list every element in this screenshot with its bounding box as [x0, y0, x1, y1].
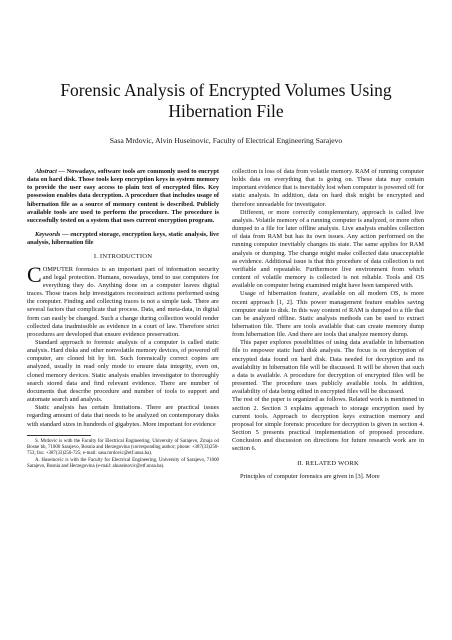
abstract-label: Abstract — [35, 168, 57, 175]
section-heading-related-work: II. RELATED WORK — [297, 460, 359, 468]
keywords-text: encrypted storage, encryption keys, static analysis, live analysis, hibernation file — [27, 231, 219, 247]
abstract-text: Nowadays, software tools are commonly used to encrypt data on hard disk. Those tools keep encryption keys in system memory to provide the user easy access to plain text of encrypted files. Key possession enables data decryption. A procedure that includes usage of hibernation file as a source of memory content is described. Publicly available tools are used to perform the procedure. The procedure is successfully tested on a system that uses current encryption program. — [27, 168, 219, 224]
body-paragraph-2: Different, or more correctly complementary, approach is called live analysis. Volatile memory of a running computer is analyzed, or more often dumped to a file for later offline analysis. Live analysis enables collection of data from RAM but has its own issues. Any action performed on the running computer inevitably changes its state. The same applies for RAM analysis or dumping. The change might make collected data unacceptable as evidence. Additional issue is that this procedure of data collection is not verifiable and repeatable. Furthermore live environment from which content of volatile memory is collected is not reliable. Tools and OS available on computer being examined might have been tampered with. — [232, 208, 424, 290]
body-paragraph-1: collection is loss of data from volatile memory. RAM of running computer holds data on everything that is going on. These data may contain important evidence that is inevitably lost when computer is powered off for static analysis. In addition, data on hard disk might be encrypted and therefore unreadable for investigator. — [232, 168, 424, 208]
intro-paragraph-1: COMPUTER forensics is an important part of information security and legal protection. Humans, nowadays, tend to use computers for everything they do. Anything done on a computer leaves digital traces. Those traces help investigators reconstruct actions performed using the computer. Finding and collecting traces is not a simple task. There are several factors that complicate that process. Data, and meta-data, in digital form can easily be changed. Such a change during collection would render collected data inadmissible as evidence in a court of law. Therefore strict procedures are developed that ensure evidence preservation. — [27, 261, 219, 338]
right-column — [232, 168, 424, 481]
section-heading-introduction: I. INTRODUCTION — [93, 253, 153, 261]
footnote-author-2: A. Huseinovic is with the Faculty for Electrical Engineering, University of Sarajevo, 71000 Sarajevo, Bosnia and Herzegovina (e-mail: ahuseinovic@etf.unsa.ba). — [27, 457, 219, 470]
keywords-label: Keywords — [35, 231, 61, 239]
paper-title: Forensic Analysis of Encrypted Volumes Using Hibernation File — [60, 80, 392, 121]
body-paragraph-4: This paper explores possibilities of using data available in hibernation file to empower static hard disk analysis. The focus is on decryption of encrypted data found on hard disk. Data needed for decryption and its availability in hibernation file will be discussed. It will be shown that such a data is available. A procedure for decryption of encrypted files will be presented. The procedure uses publicly available tools. In addition, availability of data being edited in encrypted files will be discussed. — [232, 339, 424, 396]
abstract: Abstract — Nowadays, software tools are commonly used to encrypt data on hard disk. Those tools keep encryption keys in system memory to provide the user easy access to plain text of encrypted files. Key possession enables data decryption. A procedure that includes usage of hibernation file as a source of memory content is described. Publicly available tools are used to perform the procedure. The procedure is successfully tested on a system that uses current encryption program. — [27, 168, 219, 224]
body-paragraph-3: Usage of hibernation feature, available on all modern OS, is more recent approach [1, 2]. This power management feature enables saving computer state to disk. In this way content of RAM is dumped to a file that can be analyzed offline. Static analysis methods can be used to extract hibernation file. There are tools available that can create memory dump from hibernation file. And there are tools that analyze memory dump. — [232, 290, 424, 339]
left-column — [27, 168, 219, 471]
intro-paragraph-3: Static analysis has certain limitations. There are practical issues regarding amount of data that needs to be analyzed on contemporary disks with standard sizes in hundreds of gigabytes. More important for evidence — [27, 404, 219, 428]
body-paragraph-5: The rest of the paper is organized as follows. Related work is mentioned in section 2. Section 3 explains approach to storage encryption used by current tools. Approach to decryption keys extraction memory and proposal for simple forensic procedure for decryption is given in section 4. Section 5 presents practical implementation of proposed procedure. Conclusion and discussion on directions for future research work are in section 6. — [232, 396, 424, 453]
footnote-divider — [27, 435, 91, 436]
author-line: Sasa Mrdovic, Alvin Huseinovic, Faculty of Electrical Engineering Sarajevo — [109, 136, 343, 145]
footnotes — [27, 439, 219, 470]
related-work-first-line: Principles of computer forensics are given in [3]. More — [240, 472, 380, 480]
footnote-author-1: S. Mrdovic is with the Faculty for Electrical Engineering, University of Sarajevo, Zmaja od Bosne bb, 71000 Sarajevo, Bosnia and Herzegovina (corresponding author; phone: +387(33)250-753; fax: +387(33)250-725; e-mail: sasa.mrdovic@etf.unsa.ba). — [27, 438, 219, 456]
keywords: Keywords — encrypted storage, encryption keys, static analysis, live analysis, hibernation file — [27, 231, 219, 247]
intro-paragraph-2: Standard approach to forensic analysis of a computer is called static analysis. Hard disks and other nonvolatile memory devices, of powered off computer, are cloned bit by bit. Such forensically correct copies are analyzed, usually in read only mode to ensure data integrity, even on, cloned memory devices. Static analysis enables investigator to thoroughly search stored data and find relevant evidence. There are number of documents that describe procedure and number of tools to support and automate search and analysis. — [27, 338, 219, 404]
